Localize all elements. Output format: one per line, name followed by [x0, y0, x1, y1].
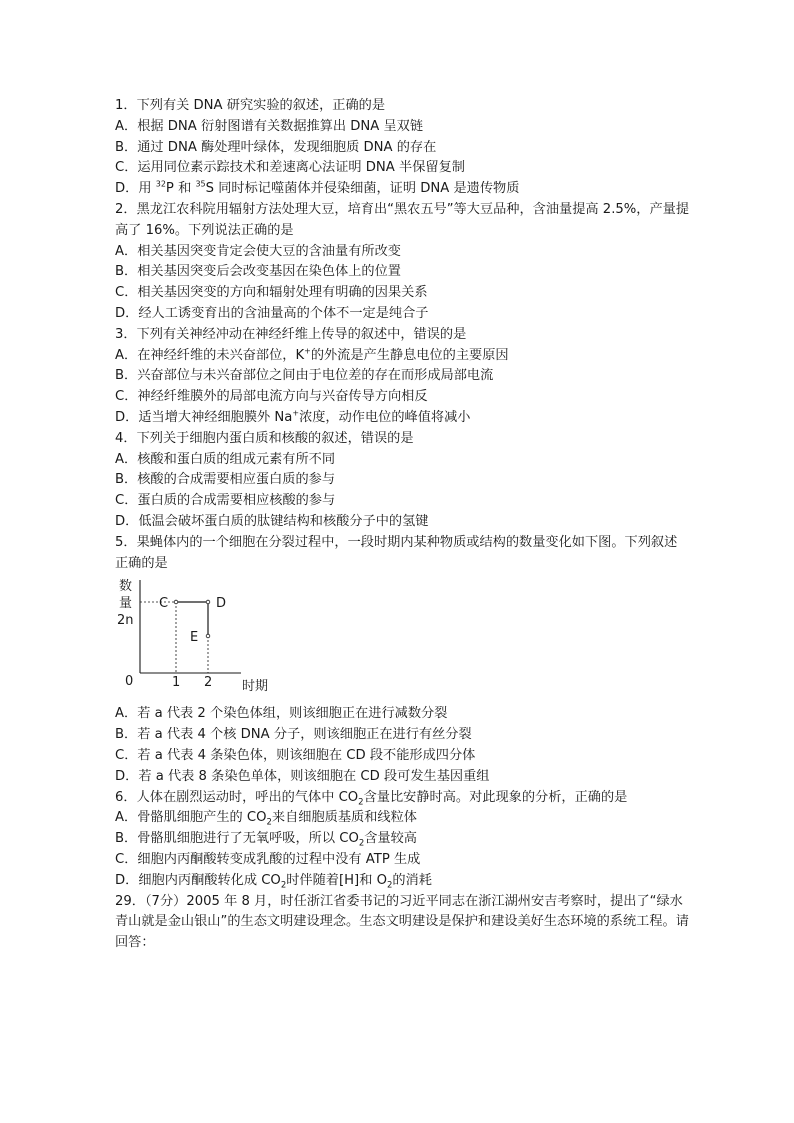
q1-option-c: C．运用同位素示踪技术和差速离心法证明 DNA 半保留复制 — [115, 160, 465, 176]
point-e-label: E — [190, 630, 199, 646]
q1-d-text-2: P 和 — [165, 181, 196, 197]
q5-option-b: B．若 a 代表 4 个核 DNA 分子，则该细胞正在进行有丝分裂 — [115, 727, 472, 743]
q4-option-a: A．核酸和蛋白质的组成元素有所不同 — [115, 451, 336, 467]
q6-b-text-2: 含量较高 — [364, 831, 417, 847]
q6-d-sub-1: 2 — [280, 880, 287, 891]
x-tick-1: 1 — [172, 675, 181, 691]
q5-option-d: D．若 a 代表 8 条染色单体，则该细胞在 CD 段可发生基因重组 — [115, 768, 490, 784]
q4-option-b: B．核酸的合成需要相应蛋白质的参与 — [115, 472, 336, 488]
q1-d-sup-2: 35 — [195, 179, 206, 189]
q1-stem: 1．下列有关 DNA 研究实验的叙述，正确的是 — [115, 98, 386, 113]
q2-option-c: C．相关基因突变的方向和辐射处理有明确的因果关系 — [115, 285, 428, 301]
q4-option-d: D．低温会破坏蛋白质的肽键结构和核酸分子中的氢键 — [115, 513, 429, 529]
point-e-marker — [206, 635, 210, 639]
q5-option-a: A．若 a 代表 2 个染色体组，则该细胞正在进行减数分裂 — [115, 706, 448, 722]
y-axis-label-1: 数 — [119, 579, 133, 595]
point-d-marker — [206, 601, 210, 605]
q6-stem-text-1: 6．人体在剧烈运动时，呼出的气体中 CO — [115, 789, 359, 805]
x-axis-label: 时期 — [242, 679, 269, 695]
q6-a-text-2: 来自细胞质基质和线粒体 — [271, 810, 417, 826]
q3-option-c: C．神经纤维膜外的局部电流方向与兴奋传导方向相反 — [115, 389, 428, 405]
q5-option-c: C．若 a 代表 4 条染色体，则该细胞在 CD 段不能形成四分体 — [115, 747, 476, 763]
q1-option-b: B．通过 DNA 酶处理叶绿体，发现细胞质 DNA 的存在 — [115, 139, 437, 155]
q6-option-d — [115, 871, 690, 892]
q2-option-b: B．相关基因突变后会改变基因在染色体上的位置 — [115, 264, 401, 280]
q3-d-sup: + — [292, 408, 300, 418]
q6-a-sub: 2 — [266, 817, 272, 828]
q6-a-text-1: A．骨骼肌细胞产生的 CO — [115, 810, 267, 826]
y-tick-2n: 2n — [117, 613, 134, 629]
q2-option-d: D．经人工诱变育出的含油量高的个体不一定是纯合子 — [115, 305, 429, 321]
q6-stem-text-2: 含量比安静时高。对此现象的分析，正确的是 — [363, 789, 628, 805]
q3-d-text-2: 浓度，动作电位的峰值将减小 — [299, 409, 471, 425]
x-tick-2: 2 — [204, 675, 213, 691]
q6-option-c: C．细胞内丙酮酸转变成乳酸的过程中没有 ATP 生成 — [115, 851, 421, 867]
q6-d-text-3: 的消耗 — [392, 872, 432, 888]
q5-graph — [115, 574, 690, 704]
q3-option-b: B．兴奋部位与未兴奋部位之间由于电位差的存在而形成局部电流 — [115, 368, 494, 384]
q4-option-c: C．蛋白质的合成需要相应核酸的参与 — [115, 493, 336, 509]
q6-stem — [115, 788, 690, 809]
origin-label: 0 — [125, 674, 134, 690]
q4-stem: 4．下列关于细胞内蛋白质和核酸的叙述，错误的是 — [115, 430, 414, 446]
q6-d-sub-2: 2 — [386, 880, 393, 891]
q3-option-d — [115, 408, 690, 429]
q3-option-a — [115, 346, 690, 367]
q29-stem: 29．（7分）2005 年 8 月，时任浙江省委书记的习近平同志在浙江湖州安吉考察时，提出了“绿水青山就是金山银山”的生态文明建设理念。生态文明建设是保护和建设美好生态环境的系统工程。请回答： — [115, 893, 689, 951]
q6-b-sub: 2 — [358, 838, 365, 849]
exam-content — [115, 96, 690, 954]
q6-option-b — [115, 829, 690, 850]
q2-stem: 2．黑龙江农科院用辐射方法处理大豆，培育出“黑农五号”等大豆品种，含油量提高 2.5%，产量提高了 16%。下列说法正确的是 — [115, 201, 690, 238]
q2-option-a: A．相关基因突变肯定会使大豆的含油量有所改变 — [115, 243, 401, 259]
q1-option-a: A．根据 DNA 衍射图谱有关数据推算出 DNA 呈双链 — [115, 118, 424, 134]
point-c-label: C — [159, 596, 169, 612]
q5-stem: 5．果蝇体内的一个细胞在分裂过程中，一段时期内某种物质或结构的数量变化如下图。下列叙述正确的是 — [115, 534, 678, 571]
q6-option-a — [115, 808, 690, 829]
q3-a-text-2: 的外流是产生静息电位的主要原因 — [310, 347, 509, 363]
q6-d-text-2: 时伴随着[H]和 O — [286, 872, 387, 888]
q1-d-sup-1: 32 — [155, 179, 166, 189]
q6-stem-sub: 2 — [358, 797, 364, 808]
y-axis-label-2: 量 — [119, 596, 133, 612]
q1-d-text-1: D．用 — [115, 181, 156, 197]
q1-option-d — [115, 179, 690, 200]
q1-d-text-3: S 同时标记噬菌体并侵染细菌，证明 DNA 是遗传物质 — [205, 181, 520, 197]
q3-a-sup: + — [304, 346, 311, 356]
point-d-label: D — [216, 596, 227, 612]
q5-figure — [115, 574, 690, 704]
q6-d-text-1: D．细胞内丙酮酸转化成 CO — [115, 872, 281, 888]
q3-stem: 3．下列有关神经冲动在神经纤维上传导的叙述中，错误的是 — [115, 326, 467, 342]
point-c-marker — [174, 601, 178, 605]
q3-a-text-1: A．在神经纤维的未兴奋部位，K — [115, 347, 305, 363]
q6-b-text-1: B．骨骼肌细胞进行了无氧呼吸，所以 CO — [115, 831, 359, 847]
q3-d-text-1: D．适当增大神经细胞膜外 Na — [115, 409, 293, 425]
